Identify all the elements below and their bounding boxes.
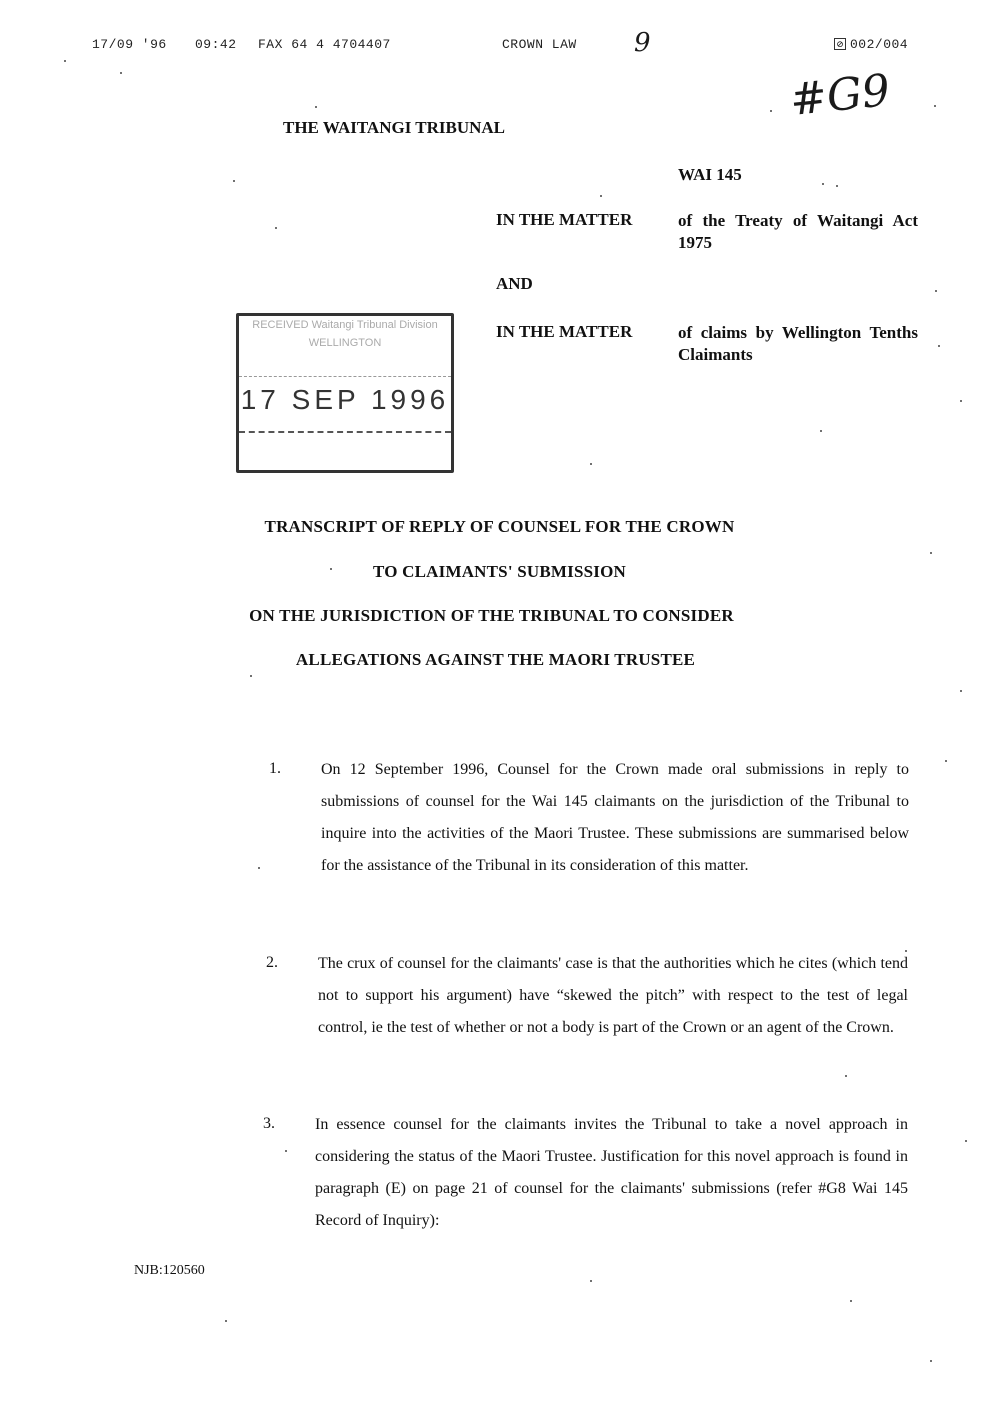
document-title-line-1: TRANSCRIPT OF REPLY OF COUNSEL FOR THE CROWN xyxy=(264,517,735,536)
paragraph-number-3: 3. xyxy=(263,1115,275,1132)
stamp-header: RECEIVED Waitangi Tribunal Division WELLINGTON xyxy=(239,316,451,377)
fax-page-icon: ⊘ xyxy=(834,38,846,50)
paragraph-number-2: 2. xyxy=(266,954,278,971)
fax-time: 09:42 xyxy=(195,37,237,52)
paragraph-1: On 12 September 1996, Counsel for the Crown made oral submissions in reply to submissions of counsel for the Wai 145 claimants on the jurisdiction of the Tribunal to inquire into the activities of the Maori Trustee. These submissions are summarised below for the assistance of the Tribunal in its consideration of this matter. xyxy=(321,761,909,874)
document-title-line-4: ALLEGATIONS AGAINST THE MAORI TRUSTEE xyxy=(295,650,696,669)
case-number: WAI 145 xyxy=(678,165,742,184)
stamp-date: 17 SEP 1996 xyxy=(240,384,450,415)
fax-sender: CROWN LAW xyxy=(502,37,577,52)
matter-text-1: of the Treaty of Waitangi Act 1975 xyxy=(678,211,918,252)
received-stamp xyxy=(236,313,454,473)
tribunal-heading: THE WAITANGI TRIBUNAL xyxy=(283,118,506,137)
handwritten-mark: 9 xyxy=(634,28,651,58)
fax-page-count: 002/004 xyxy=(850,37,909,52)
matter-text-2: of claims by Wellington Tenths Claimants xyxy=(678,323,918,364)
matter-label-2: IN THE MATTER xyxy=(496,322,633,341)
paragraph-3: In essence counsel for the claimants invites the Tribunal to take a novel approach in considering the status of the Maori Trustee. Justification for this novel approach is found in paragraph (E) on page 21 of counsel for the claimants' submissions (refer #G8 Wai 145 Record of Inquiry): xyxy=(315,1116,908,1229)
stamp-divider xyxy=(239,431,451,433)
document-title-line-3: ON THE JURISDICTION OF THE TRIBUNAL TO CONSIDER xyxy=(249,606,734,625)
footer-reference: NJB:120560 xyxy=(134,1263,205,1278)
matter-label-and: AND xyxy=(496,274,533,293)
handwritten-reference: #G9 xyxy=(787,64,893,127)
matter-label-1: IN THE MATTER xyxy=(496,210,633,229)
document-title-line-2: TO CLAIMANTS' SUBMISSION xyxy=(373,562,626,581)
fax-date: 17/09 '96 xyxy=(92,37,167,52)
fax-number: FAX 64 4 4704407 xyxy=(258,37,391,52)
paragraph-number-1: 1. xyxy=(269,760,281,777)
paragraph-2: The crux of counsel for the claimants' case is that the authorities which he cites (which tend not to support his argument) have “skewed the pitch” with respect to the test of legal control, ie the test of whether or not a body is part of the Crown or an agent of the Crown. xyxy=(318,955,908,1036)
